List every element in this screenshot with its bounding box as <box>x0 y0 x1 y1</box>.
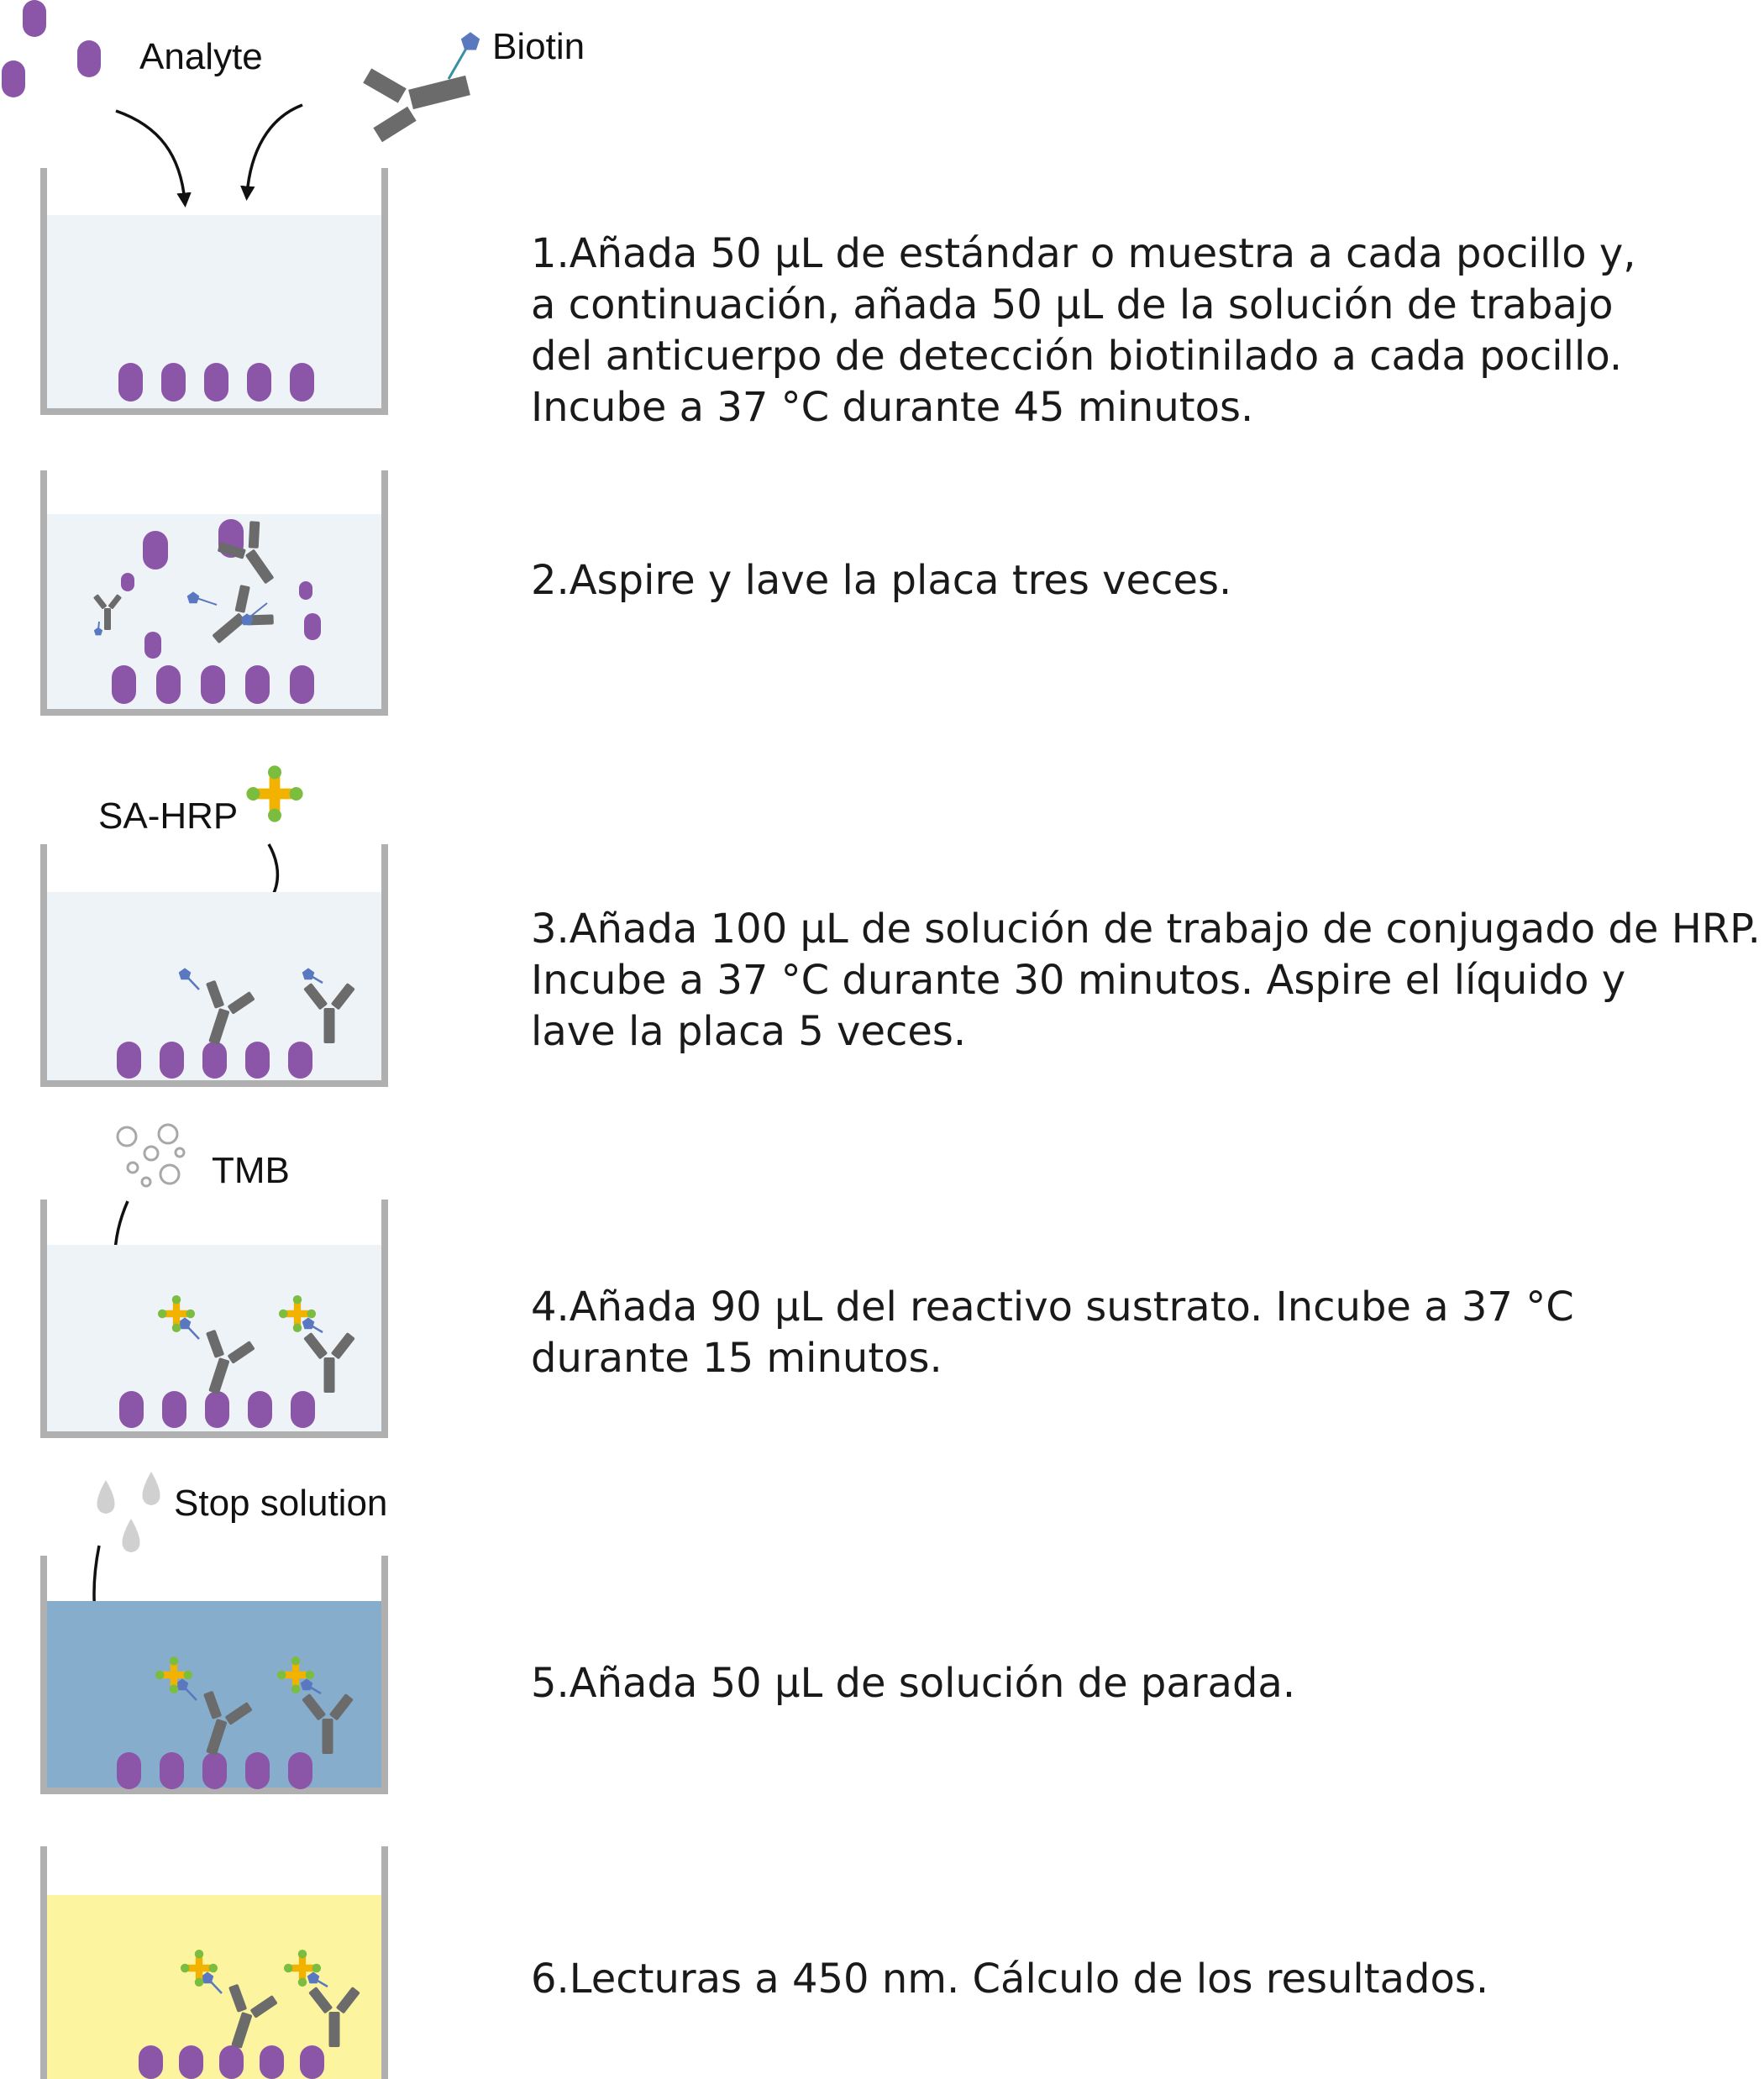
arrow-analyte-in <box>116 111 185 202</box>
step-4-instructions: 4.Añada 90 μL del reactivo sustrato. Incube a 37 °C durante 15 minutos. <box>531 1284 1574 1382</box>
stop-solution-drops-icon <box>97 1472 160 1552</box>
step-2-instructions: 2.Aspire y lave la placa tres veces. <box>531 557 1232 604</box>
well-step-2 <box>44 470 385 712</box>
analyte-label: Analyte <box>139 36 263 77</box>
arrow-biotin-in <box>247 105 302 195</box>
step-5-instructions: 5.Añada 50 μL de solución de parada. <box>531 1660 1296 1707</box>
well-step-4 <box>44 1200 385 1435</box>
biotin-label: Biotin <box>492 26 585 67</box>
analyte-molecules <box>2 0 101 97</box>
tmb-label: TMB <box>212 1150 290 1191</box>
step-1-instructions: 1.Añada 50 μL de estándar o muestra a cada pocillo y, a continuación, añada 50 μL de la solución de trabajo del anticuerpo de detección biotinilado a cada pocillo. Incube a 37 °C durante 45 minutos. <box>531 230 1636 431</box>
well-step-1 <box>44 168 385 412</box>
sa-hrp-icon <box>246 765 302 822</box>
step-3-instructions: 3.Añada 100 μL de solución de trabajo de conjugado de HRP. Incube a 37 °C durante 30 minutos. Aspire el líquido y lave la placa 5 veces. <box>531 906 1761 1055</box>
sa-hrp-label: SA-HRP <box>98 795 239 837</box>
tmb-bubbles-icon <box>118 1125 184 1186</box>
well-step-6 <box>44 1846 385 2079</box>
step-6-instructions: 6.Lecturas a 450 nm. Cálculo de los resultados. <box>531 1956 1489 2003</box>
well-step-3 <box>44 844 385 1084</box>
stop-solution-label: Stop solution <box>174 1483 388 1524</box>
biotinylated-antibody-icon <box>363 32 480 142</box>
